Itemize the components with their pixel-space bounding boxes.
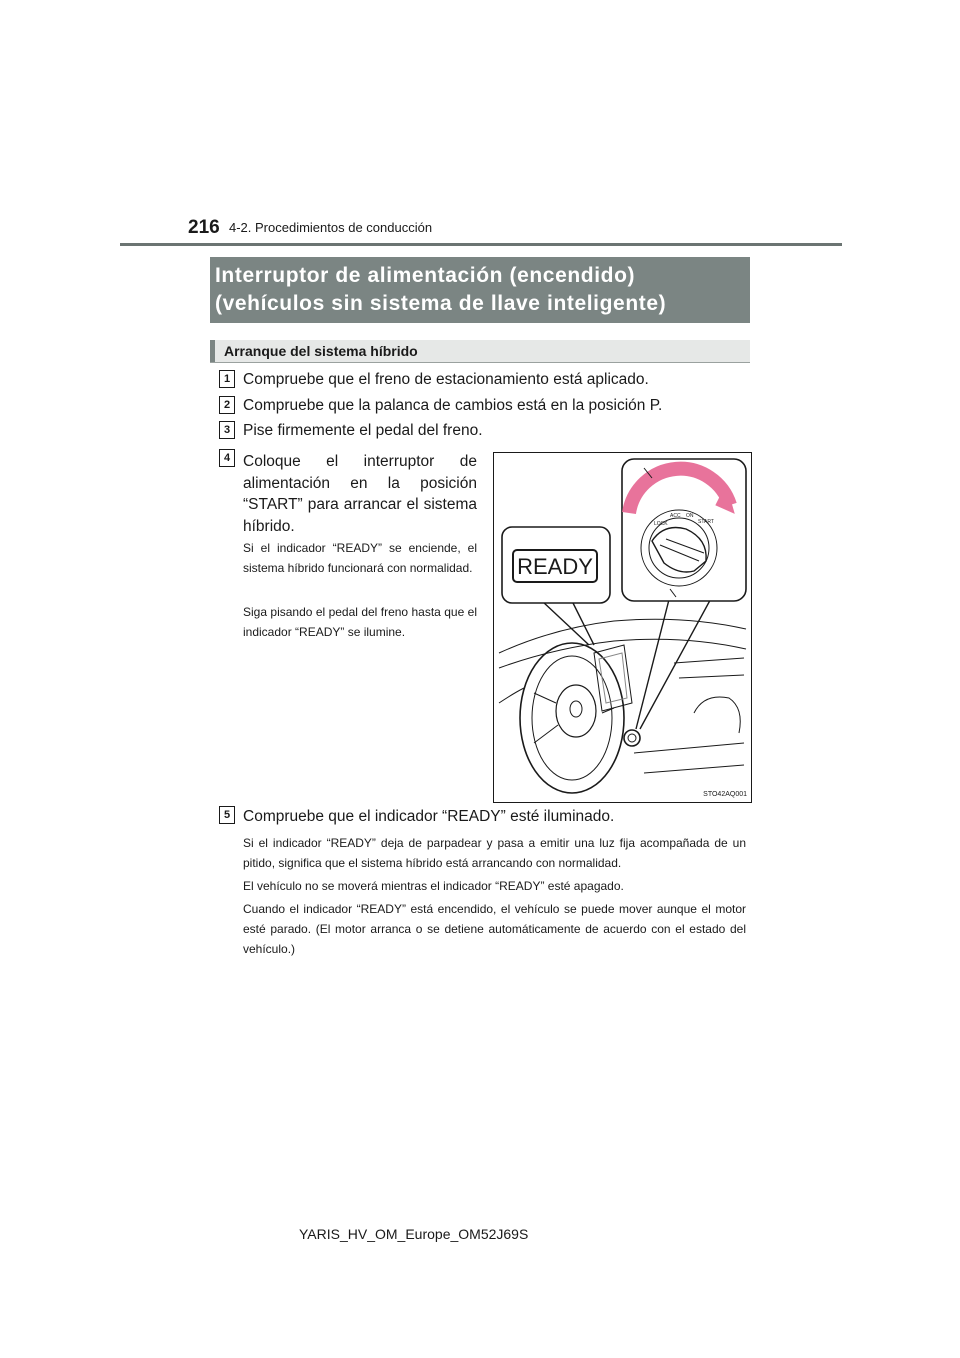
step-4-note: Siga pisando el pedal del freno hasta que el indicador “READY” se ilumine. <box>243 605 477 639</box>
footer-doc-id: YARIS_HV_OM_Europe_OM52J69S <box>299 1226 529 1242</box>
switch-label-start: START <box>698 519 714 525</box>
step-number-3: 3 <box>219 421 235 439</box>
step-number-1: 1 <box>219 370 235 388</box>
switch-label-on: ON <box>686 513 694 519</box>
ignition-illustration <box>493 452 752 803</box>
title-line-1: Interruptor de alimentación (encendido) <box>215 264 636 287</box>
step-4-line: híbrido. <box>243 517 295 535</box>
step-4-line: alimentación en la posición <box>243 474 477 492</box>
step-5-note: Cuando el indicador “READY” está encendido, el vehículo se puede mover aunque el motor esté parado. (El motor arranca o se detiene automáticamente de acuerdo con el estado del vehículo.) <box>243 902 746 956</box>
subheading-text: Arranque del sistema híbrido <box>224 343 418 359</box>
step-number-4: 4 <box>219 449 235 467</box>
section-title <box>210 257 750 323</box>
subheading <box>210 340 750 363</box>
header-divider <box>120 243 842 246</box>
switch-label-acc: ACC <box>670 513 681 519</box>
switch-label-lock: LOCK <box>654 521 668 527</box>
section-breadcrumb: 4-2. Procedimientos de conducción <box>229 220 433 235</box>
step-4-text <box>243 451 477 537</box>
step-number-5: 5 <box>219 806 235 824</box>
step-4-line: “START” para arrancar el sistema <box>243 496 477 513</box>
illustration-code: STO42AQ001 <box>703 791 747 798</box>
subheading-marker <box>210 340 215 362</box>
step-4-note: Si el indicador “READY” se enciende, el sistema híbrido funcionará con normalidad. <box>243 541 477 575</box>
step-5-note: Si el indicador “READY” deja de parpadear y pasa a emitir una luz fija acompañada de un pitido, significa que el sistema híbrido está arrancando con normalidad. <box>243 836 746 870</box>
step-5-text: Compruebe que el indicador “READY” esté iluminado. <box>243 808 615 825</box>
step-1-text: Compruebe que el freno de estacionamiento está aplicado. <box>243 371 649 388</box>
page-number: 216 <box>188 217 220 238</box>
step-number-2: 2 <box>219 396 235 414</box>
ready-indicator-label: READY <box>517 554 593 579</box>
dashboard-drawing <box>494 453 751 802</box>
title-line-2: (vehículos sin sistema de llave inteligente) <box>215 292 667 315</box>
step-3-text: Pise firmemente el pedal del freno. <box>243 422 483 439</box>
step-5-note: El vehículo no se moverá mientras el indicador “READY” esté apagado. <box>243 879 624 893</box>
step-4-line: Coloque el interruptor de <box>243 453 477 470</box>
step-2-text: Compruebe que la palanca de cambios está en la posición P. <box>243 397 663 414</box>
